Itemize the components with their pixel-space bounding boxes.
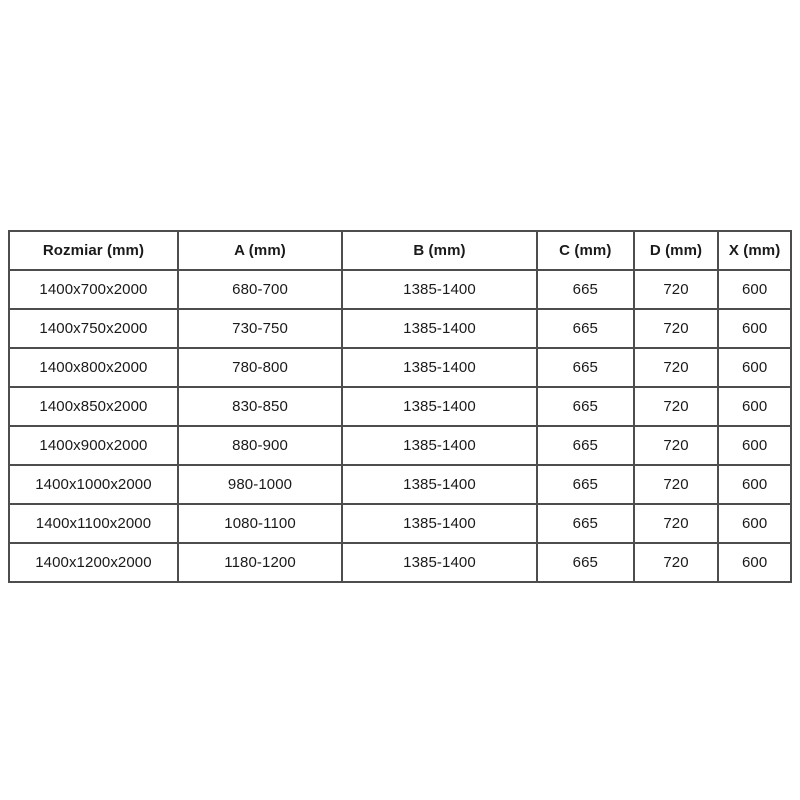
table-cell: 600	[718, 309, 791, 348]
table-cell: 665	[537, 543, 634, 582]
table-cell: 1400x850x2000	[9, 387, 178, 426]
size-table-container	[8, 230, 792, 583]
table-cell: 720	[634, 309, 718, 348]
table-cell: 600	[718, 387, 791, 426]
table-header-row	[9, 231, 791, 270]
column-header-b: B (mm)	[342, 231, 537, 270]
table-cell: 730-750	[178, 309, 342, 348]
table-cell: 600	[718, 465, 791, 504]
table-cell: 720	[634, 465, 718, 504]
table-cell: 1385-1400	[342, 465, 537, 504]
table-row	[9, 270, 791, 309]
table-cell: 720	[634, 348, 718, 387]
table-cell: 665	[537, 309, 634, 348]
table-row	[9, 504, 791, 543]
table-cell: 1400x700x2000	[9, 270, 178, 309]
table-cell: 1400x750x2000	[9, 309, 178, 348]
table-row	[9, 387, 791, 426]
table-cell: 880-900	[178, 426, 342, 465]
table-cell: 665	[537, 504, 634, 543]
table-cell: 600	[718, 270, 791, 309]
table-cell: 1385-1400	[342, 504, 537, 543]
table-cell: 665	[537, 348, 634, 387]
table-cell: 1400x1200x2000	[9, 543, 178, 582]
table-cell: 680-700	[178, 270, 342, 309]
table-cell: 720	[634, 504, 718, 543]
table-cell: 720	[634, 270, 718, 309]
table-cell: 720	[634, 387, 718, 426]
table-cell: 600	[718, 504, 791, 543]
table-cell: 1400x800x2000	[9, 348, 178, 387]
table-cell: 665	[537, 426, 634, 465]
table-cell: 720	[634, 426, 718, 465]
table-body	[9, 270, 791, 582]
table-row	[9, 465, 791, 504]
table-cell: 780-800	[178, 348, 342, 387]
table-cell: 600	[718, 543, 791, 582]
table-cell: 1385-1400	[342, 426, 537, 465]
table-cell: 1385-1400	[342, 270, 537, 309]
table-cell: 1080-1100	[178, 504, 342, 543]
table-cell: 830-850	[178, 387, 342, 426]
column-header-d: D (mm)	[634, 231, 718, 270]
table-cell: 1385-1400	[342, 309, 537, 348]
table-cell: 665	[537, 270, 634, 309]
table-cell: 980-1000	[178, 465, 342, 504]
table-row	[9, 543, 791, 582]
table-cell: 720	[634, 543, 718, 582]
table-cell: 665	[537, 465, 634, 504]
table-cell: 1400x1100x2000	[9, 504, 178, 543]
column-header-rozmiar: Rozmiar (mm)	[9, 231, 178, 270]
table-cell: 600	[718, 426, 791, 465]
table-cell: 1385-1400	[342, 348, 537, 387]
table-row	[9, 426, 791, 465]
size-spec-table	[8, 230, 792, 583]
table-row	[9, 348, 791, 387]
table-cell: 1385-1400	[342, 543, 537, 582]
column-header-x: X (mm)	[718, 231, 791, 270]
table-cell: 1385-1400	[342, 387, 537, 426]
table-cell: 1400x900x2000	[9, 426, 178, 465]
table-cell: 1180-1200	[178, 543, 342, 582]
table-row	[9, 309, 791, 348]
column-header-a: A (mm)	[178, 231, 342, 270]
column-header-c: C (mm)	[537, 231, 634, 270]
table-cell: 665	[537, 387, 634, 426]
table-cell: 1400x1000x2000	[9, 465, 178, 504]
table-cell: 600	[718, 348, 791, 387]
